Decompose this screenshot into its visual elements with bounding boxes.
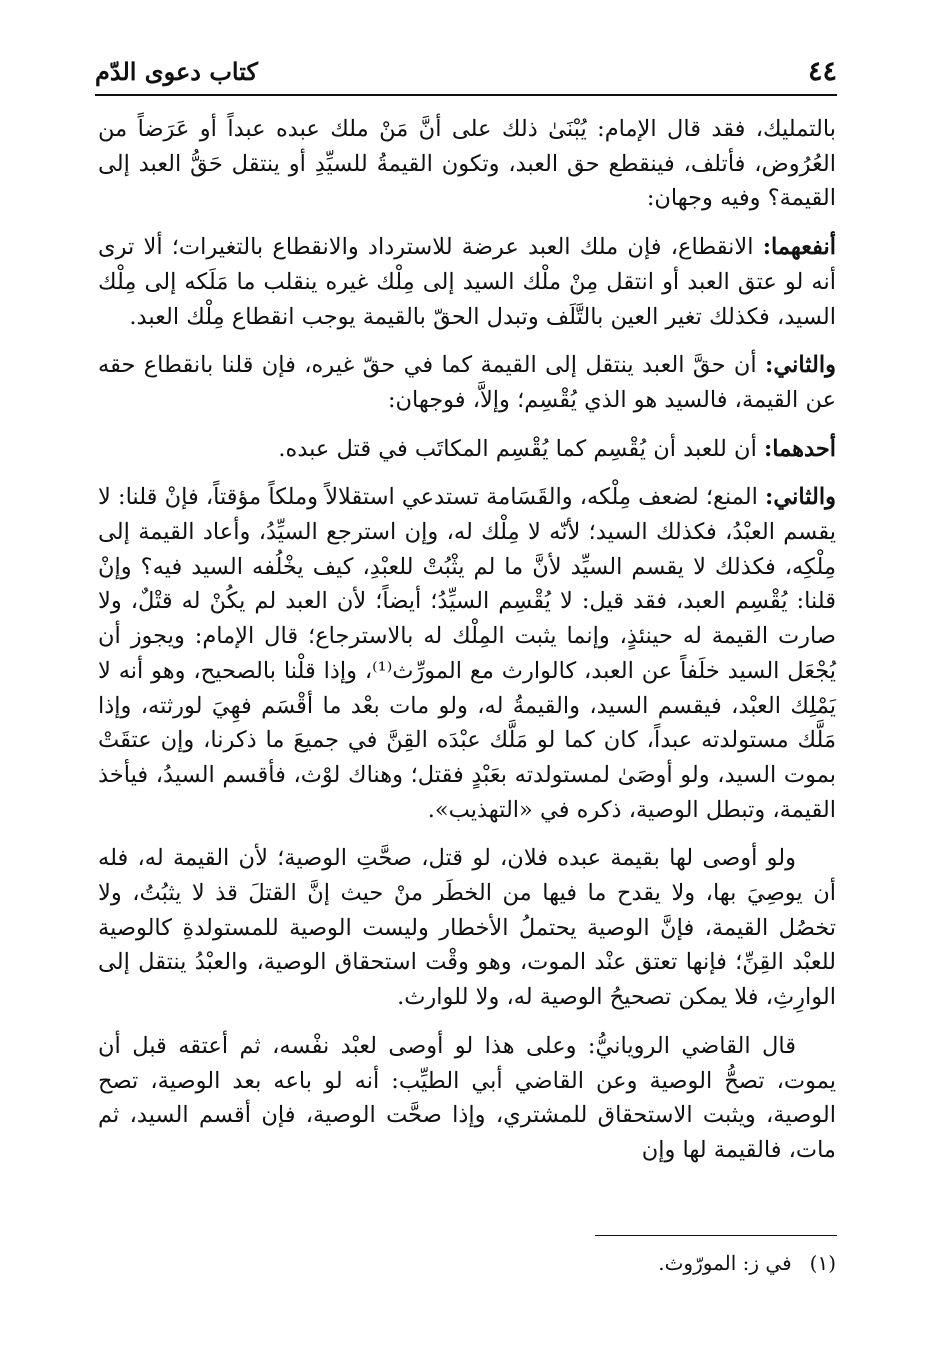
paragraph-text: المنع؛ لضعف مِلْكه، والقَسَامة تستدعي استقلالاً وملكاً مؤقتاً، فإنْ قلنا: لا يقسم العبْدُ، فكذلك السيد؛ لأنّه لا مِلْك له، وإن استرجع السيِّدُ، وأعاد القيمة إلى مِلْكِه، فكذلك لا يقسم السيِّد لأنَّ ما لم يثْبُتْ للعبْدِ، كيف يخْلُفه السيد فيه؟ وإنْ قلنا: يُقْسِم العبد، فقد قيل: لا يُقْسِم السيِّدُ؛ أيضاً؛ لأن العبد لم يكُنْ له قتْلٌ، ولا صارت القيمة له حينئذٍ، وإنما يثبت المِلْك له بالاسترجاع؛ قال الإمام: ويجوز أن يُجْعَل السيد خلَفاً عن العبد، كالوارث مع المورِّث⁽¹⁾، وإذا قلْنا بالصحيح، وهو أنه لا يَمْلِك العبْد، فيقسم السيد، والقيمةُ له، ولو مات بعْد ما أقْسَم فهِيَ لورثته، وإذا مَلَّك مستولدته عبداً، كان كما لو مَلَّك عبْدَه القِنَّ في جميعَ ما ذكرنا، وإن عتقَتْ بموت السيد، ولو أوصَىٰ لمستولدته بعَبْدٍ فقتل؛ وهناك لوْث، فأقسم السيدُ، فيأخذ القيمة، وتبطل الوصية، ذكره في «التهذيب».	[98, 484, 836, 823]
paragraph-text: ولو أوصى لها بقيمة عبده فلان، لو قتل، صحَّتِ الوصية؛ لأن القيمة له، فله أن يوصِيَ بها، ولا يقدح ما فيها من الخطَر منْ حيث إنَّ القتلَ قذ لا يثبُتُ، ولا تخصُل القيمة، فإنَّ الوصية يحتملُ الأخطار وليست الوصية للمستولدةِ كالوصية للعبْد القِنِّ؛ فإنها تعتق عنْد الموت، وهو وقْت استحقاق الوصية، والعبْدُ ينتقل إلى الوارِثِ، فلا يمكن تصحيحُ الوصية له، ولا للوارث.	[98, 845, 836, 1011]
main-text	[98, 112, 836, 1182]
paragraph	[98, 432, 836, 467]
footnote	[98, 1248, 836, 1278]
paragraph-text: قال القاضي الرويانيُّ: وعلى هذا لو أوصى لعبْد نفْسه، ثم أعتقه قبل أن يموت، تصحُّ الوصية وعن القاضي أبي الطيِّب: أنه لو باعه بعد الوصية، تصح الوصية، ويثبت الاستحقاق للمشتري، وإذا صحَّت الوصية، فإن أقسم السيد، ثم مات، فالقيمة لها وإن	[98, 1032, 836, 1163]
paragraph	[98, 841, 836, 1015]
paragraph-lead: والثاني:	[765, 352, 836, 379]
paragraph-text: الانقطاع، فإن ملك العبد عرضة للاسترداد والانقطاع بالتغيرات؛ ألا ترى أنه لو عتق العبد أو انتقل مِنْ ملْك السيد إلى مِلْك غيره ينقلب ما مَلَكه إلى مِلْك السيد، فكذلك تغير العين بالتَّلَف وتبدل الحقّ بالقيمة يوجب انقطاع مِلْك العبد.	[98, 234, 836, 330]
paragraph	[98, 1029, 836, 1168]
book-title: كتاب دعوى الدّم	[95, 56, 258, 86]
footnote-number: (١)	[809, 1251, 836, 1275]
paragraph-text: أن للعبد أن يُقْسِم كما يُقْسِم المكاتَب في قتل عبده.	[278, 435, 764, 462]
paragraph-lead: والثاني:	[765, 484, 836, 511]
page-number: ٤٤	[807, 55, 837, 87]
footnote-divider	[595, 1235, 837, 1236]
paragraph	[98, 112, 836, 216]
paragraph-text: أن حقَّ العبد ينتقل إلى القيمة كما في حقّ غيره، فإن قلنا بانقطاع حقه عن القيمة، فالسيد هو الذي يُقْسِم؛ وإلاَّ، فوجهان:	[98, 352, 836, 413]
header-divider	[95, 94, 837, 96]
paragraph	[98, 230, 836, 334]
paragraph	[98, 480, 836, 827]
paragraph	[98, 348, 836, 417]
paragraph-lead: أنفعهما:	[762, 234, 836, 261]
footnote-text: في ز: المورّوث.	[658, 1251, 792, 1275]
running-header	[95, 52, 837, 90]
paragraph-lead: أحدهما:	[763, 435, 836, 462]
paragraph-text: بالتمليك، فقد قال الإمام: يُبْنَىٰ ذلك على أنَّ مَنْ ملك عبده عبداً أو عَرَضاً من العُرُوض، فأتلف، فينقطع حق العبد، وتكون القيمةُ للسيِّدِ أو ينتقل حَقُّ العبد إلى القيمة؟ وفيه وجهان:	[98, 116, 836, 212]
